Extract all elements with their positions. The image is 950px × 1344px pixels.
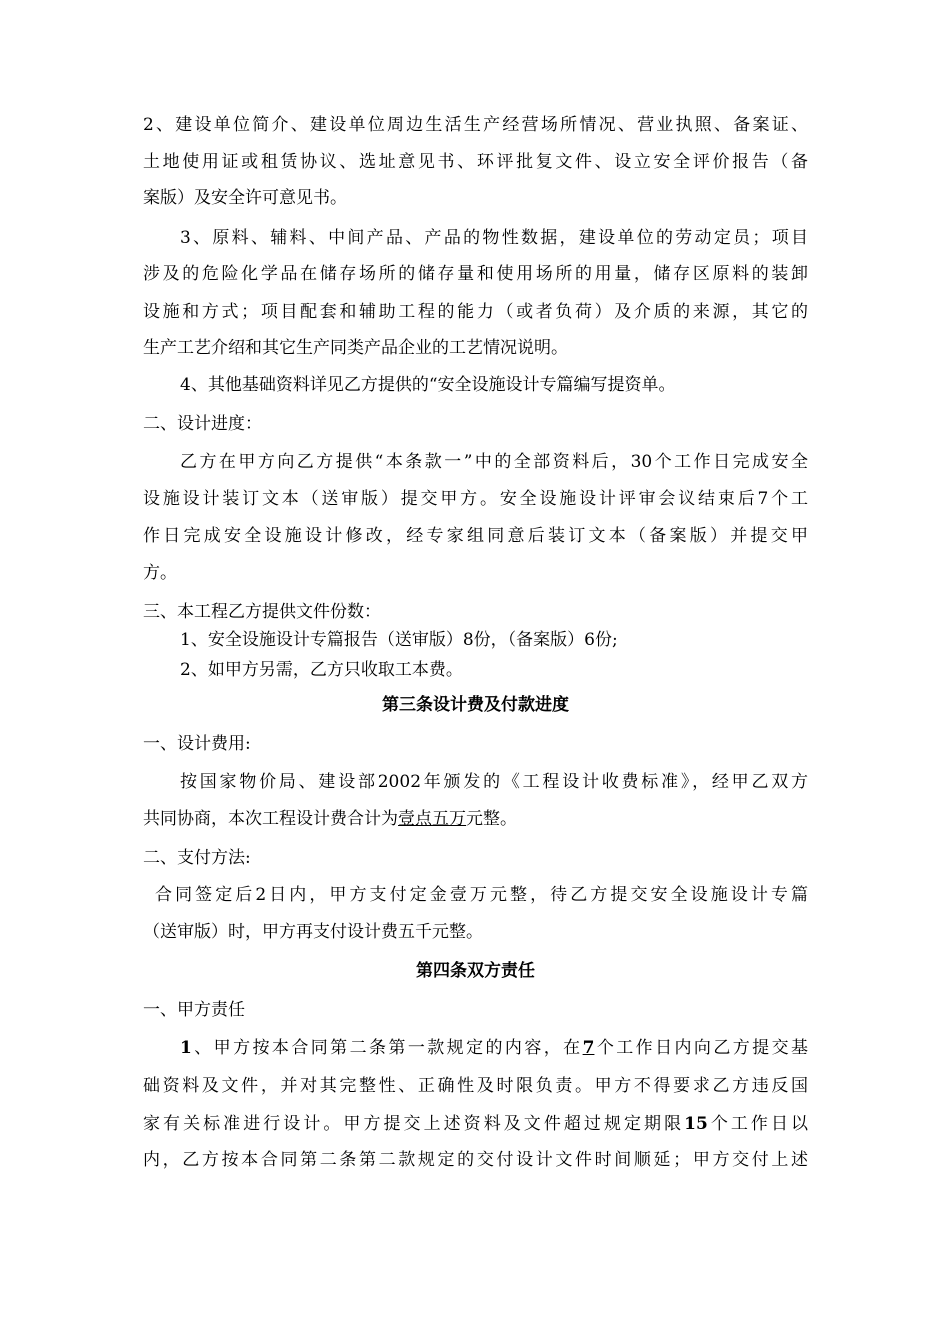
- text-line: 合同签定后2日内，甲方支付定金壹万元整，待乙方提交安全设施设计专篇: [155, 885, 808, 905]
- duty-text: 设计。甲方提交上述资料及文件超过规定期限: [283, 1114, 685, 1134]
- section-heading: 一、甲方责任: [143, 1000, 245, 1020]
- article-heading: 第三条设计费及付款进度: [382, 695, 569, 715]
- duty-text: 家有关标准进行: [143, 1114, 284, 1134]
- section-heading: 二、支付方法:: [143, 848, 251, 868]
- text-line: 设施和方式；项目配套和辅助工程的能力（或者负荷）及介质的来源，其它的: [143, 302, 808, 322]
- fee-prefix: 共同协商，本次工程设计费合计为: [143, 809, 398, 829]
- text-line: 乙方在甲方向乙方提供“本条款一”中的全部资料后，30个工作日完成安全: [180, 452, 808, 472]
- text-line: 案版）及安全许可意见书。: [143, 188, 347, 208]
- article-heading: 第四条双方责任: [416, 961, 535, 981]
- text-line: 2、如甲方另需，乙方只收取工本费。: [180, 660, 463, 680]
- fee-line: [143, 804, 808, 834]
- text-line: 2、建设单位简介、建设单位周边生活生产经营场所情况、营业执照、备案证、: [143, 115, 808, 135]
- text-line: 生产工艺介绍和其它生产同类产品企业的工艺情况说明。: [143, 338, 568, 358]
- text-line: 内，乙方按本合同第二条第二款规定的交付设计文件时间顺延；甲方交付上述: [143, 1150, 808, 1170]
- text-line: 4、其他基础资料详见乙方提供的“安全设施设计专篇编写提资单。: [180, 375, 676, 395]
- duty-text: 个工作日以: [707, 1114, 808, 1134]
- duty-line: [143, 1109, 808, 1139]
- text-line: 3、原料、辅料、中间产品、产品的物性数据，建设单位的劳动定员；项目: [180, 228, 808, 248]
- text-line: 方。: [143, 563, 177, 583]
- duty-limit-days: 15: [684, 1114, 708, 1134]
- duty-text-a: 、甲方按本合同第二条第一款规定的内容，在: [191, 1038, 583, 1058]
- duty-days: 7: [582, 1038, 595, 1058]
- text-line: （送审版）时，甲方再支付设计费五千元整。: [143, 922, 483, 942]
- duty-line: [180, 1033, 808, 1063]
- text-line: 作日完成安全设施设计修改，经专家组同意后装订文本（备案版）并提交甲: [143, 526, 808, 546]
- fee-suffix: 元整。: [466, 809, 517, 829]
- text-line: 按国家物价局、建设部2002年颁发的《工程设计收费标准》，经甲乙双方: [180, 772, 808, 792]
- duty-number: 1: [180, 1038, 192, 1058]
- duty-text-b: 个工作日内向乙方提交基: [594, 1038, 808, 1058]
- section-heading: 三、本工程乙方提供文件份数：: [143, 602, 381, 622]
- section-heading: 一、设计费用:: [143, 734, 251, 754]
- text-line: 1、安全设施设计专篇报告（送审版）8份，（备案版）6份;: [180, 630, 618, 650]
- text-line: 设施设计装订文本（送审版）提交甲方。安全设施设计评审会议结束后7个工: [143, 489, 808, 509]
- section-heading: 二、设计进度：: [143, 414, 262, 434]
- fee-amount: 壹点五万: [398, 809, 466, 829]
- text-line: 础资料及文件，并对其完整性、正确性及时限负责。甲方不得要求乙方违反国: [143, 1076, 808, 1096]
- text-line: 土地使用证或租赁协议、选址意见书、环评批复文件、设立安全评价报告（备: [143, 152, 808, 172]
- text-line: 涉及的危险化学品在储存场所的储存量和使用场所的用量，储存区原料的装卸: [143, 264, 808, 284]
